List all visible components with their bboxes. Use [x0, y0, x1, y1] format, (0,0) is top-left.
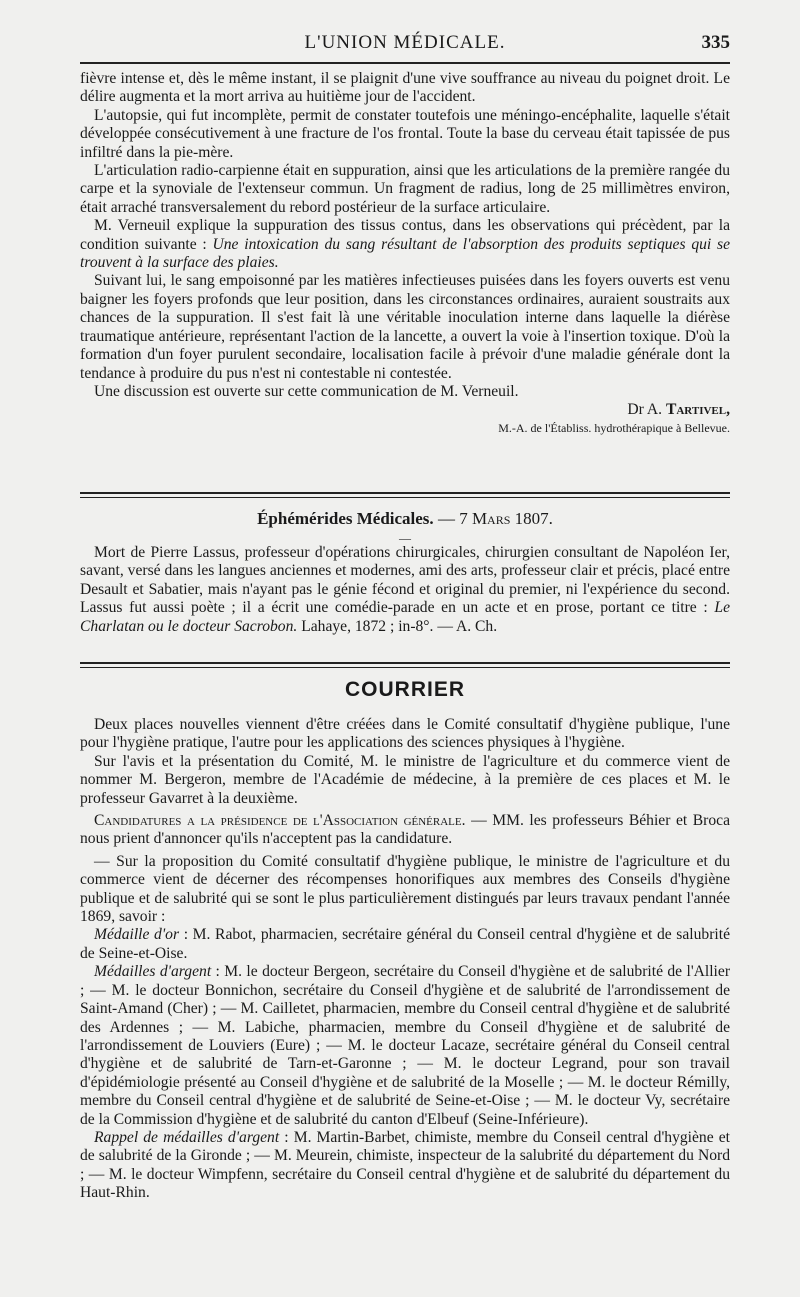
- medailles-argent-label: Médailles d'argent: [94, 963, 212, 981]
- courrier-paragraph-places: Deux places nouvelles viennent d'être créées dans le Comité consultatif d'hygiène publique, l'une pour l'hygiène pratique, l'autre pour les applications des sciences physiques à l'hygiène.: [80, 716, 730, 752]
- courrier-body: [80, 716, 730, 1203]
- ephemerides-heading: [80, 509, 730, 529]
- ephemerides-work-title: Le Charlatan ou le docteur Sacrobon.: [80, 599, 730, 635]
- paragraph-verneuil: [80, 217, 730, 272]
- rappel-body: : M. Martin-Barbet, chimiste, membre du Conseil central d'hygiène et de salubrité de la Gironde ; — M. Meurein, chimiste, inspecteur de la salubrité du département du Nord ; — M. le docteur Wimpfenn, secrétaire du Conseil central d'hygiène et de salubrité du département du Haut-Rhin.: [80, 1128, 730, 1202]
- signature-name: Tartivel,: [665, 401, 730, 419]
- courrier-paragraph-medaille-or: [80, 926, 730, 963]
- running-title: L'UNION MÉDICALE.: [304, 32, 506, 53]
- candidatures-heading: Candidatures a la présidence de l'Association générale.: [94, 812, 466, 830]
- ephemerides-date-day: — 7: [433, 509, 472, 528]
- verneuil-quote: Une intoxication du sang résultant de l'absorption des produits septiques qui se trouvent à la surface des plaies.: [80, 235, 730, 272]
- article-continuation: [80, 70, 730, 436]
- paragraph-discussion: Une discussion est ouverte sur cette communication de M. Verneuil.: [94, 382, 519, 400]
- page-header: [80, 32, 730, 62]
- courrier-paragraph-medailles-argent: [80, 963, 730, 1129]
- ephemerides-text-b: Lahaye, 1872 ; in-8°. — A. Ch.: [297, 617, 498, 635]
- ephemerides-date-month: Mars: [471, 509, 511, 528]
- medaille-or-body: : M. Rabot, pharmacien, secrétaire général du Conseil central d'hygiène et de salubrité de Seine-et-Oise.: [80, 926, 730, 962]
- courrier-heading: COURRIER: [344, 678, 465, 701]
- ephemerides-date-year: 1807.: [510, 509, 553, 528]
- ephemerides-body: [80, 532, 730, 636]
- header-rule: [80, 62, 730, 64]
- courrier-paragraph-rappel: [80, 1129, 730, 1203]
- ephemerides-dash: —: [399, 531, 411, 545]
- paragraph-fever: fièvre intense et, dès le même instant, il se plaignit d'une vive souffrance au niveau du poignet droit. Le délire augmenta et la mort arriva au huitième jour de l'accident.: [80, 70, 730, 106]
- courrier-rule-top-thin: [80, 667, 730, 668]
- courrier-paragraph-candidatures: [80, 812, 730, 849]
- paragraph-articulation: L'articulation radio-carpienne était en suppuration, ainsi que les articulations de la première rangée du carpe et la synoviale de l'extenseur commun. Un fragment de radius, long de 25 millimètres environ, était arraché transversalement du rebord postérieur de la surface articulaire.: [80, 162, 730, 216]
- paragraph-autopsy: L'autopsie, qui fut incomplète, permit de constater toutefois une méningo-encéphalite, laquelle s'était développée consécutivement à une fracture de l'os frontal. Toute la base du cerveau était tapissée de pus infiltré dans la pie-mère.: [80, 106, 730, 161]
- courrier-paragraph-recompenses: — Sur la proposition du Comité consultatif d'hygiène publique, le ministre de l'agriculture et du commerce vient de décerner des récompenses honorifiques aux membres des Conseils d'hygiène publique et de salubrité qui se sont le plus particulièrement distingués par leurs travaux pendant l'année 1869, savoir :: [80, 852, 730, 926]
- ephemerides-title: Éphémérides Médicales.: [257, 509, 434, 528]
- ephemerides-text-a: Mort de Pierre Lassus, professeur d'opérations chirurgicales, chirurgien consultant de Napoléon Ier, savant, versé dans les langues anciennes et modernes, ami des arts, professeur clair et précis, placé entre Desault et Sabatier, mais n'ayant pas le génie fécond et original du premier, ni l'expérience du second. Lassus fut aussi poète ; il a écrit une comédie-parade en un acte et en prose, portant ce titre :: [80, 544, 730, 617]
- courrier-paragraph-nomination: Sur l'avis et la présentation du Comité, M. le ministre de l'agriculture et du commerce vient de nommer M. Bergeron, membre de l'Académie de médecine, à la première de ces places et M. le professeur Gavarret à la deuxième.: [80, 752, 730, 807]
- verneuil-text: M. Verneuil explique la suppuration des tissus contus, dans les observations qui précèdent, par la condition suivante :: [80, 217, 730, 253]
- medaille-or-label: Médaille d'or: [94, 926, 180, 944]
- paragraph-suivant: Suivant lui, le sang empoisonné par les matières infectieuses puisées dans les foyers ouverts est venu baigner les foyers profonds que leur position, dans les circonstances ordinaires, auraient soustraits aux chances de la suppuration. Il s'est fait là une véritable inoculation interne dans laquelle la diérèse traumatique antérieure, représentant l'action de la lancette, a ouvert la voie à l'insertion toxique. D'où la formation d'un foyer purulent secondaire, localisation facile à prévoir d'une maladie générale dont la tendance à produire du pus n'est ni contestable ni contestée.: [80, 272, 730, 382]
- medailles-argent-body: : M. le docteur Bergeon, secrétaire du Conseil d'hygiène et de salubrité de l'Allier ; — M. le docteur Bonnichon, secrétaire du Conseil d'hygiène et de salubrité de l'arrondissement de Saint-Amand (Cher) ; — M. Cailletet, pharmacien, membre du Conseil central d'hygiène et de salubrité des Ardennes ; — M. Labiche, pharmacien, membre du Conseil d'hygiène et de salubrité de l'arrondissement de Louviers (Eure) ; — M. le docteur Lacaze, secrétaire général du Conseil central d'hygiène et de salubrité de Tarn-et-Garonne ; — M. le docteur Legrand, pour son travail d'épidémiologie présenté au Conseil d'hygiène et de salubrité de la Moselle ; — M. le docteur Rémilly, membre du Conseil central d'hygiène et de salubrité de Seine-et-Oise ; — M. le docteur Vy, secrétaire de la Commission d'hygiène et de salubrité du canton d'Elbeuf (Seine-Inférieure).: [80, 963, 731, 1128]
- ephemerides-text: [80, 544, 730, 636]
- signature-prefix: Dr A.: [627, 401, 666, 419]
- courrier-rule-top: [80, 662, 730, 664]
- candidatures-body: — MM. les professeurs Béhier et Broca nous prient d'annoncer qu'ils n'acceptent pas la candidature.: [80, 812, 730, 848]
- page-number: 335: [701, 32, 730, 53]
- ephemerides-rule-top: [80, 492, 730, 494]
- author-signature: [80, 401, 730, 419]
- ephemerides-rule-top-thin: [80, 497, 730, 498]
- rappel-label: Rappel de médailles d'argent: [94, 1128, 280, 1146]
- author-affiliation: M.-A. de l'Établiss. hydrothérapique à Bellevue.: [498, 420, 730, 435]
